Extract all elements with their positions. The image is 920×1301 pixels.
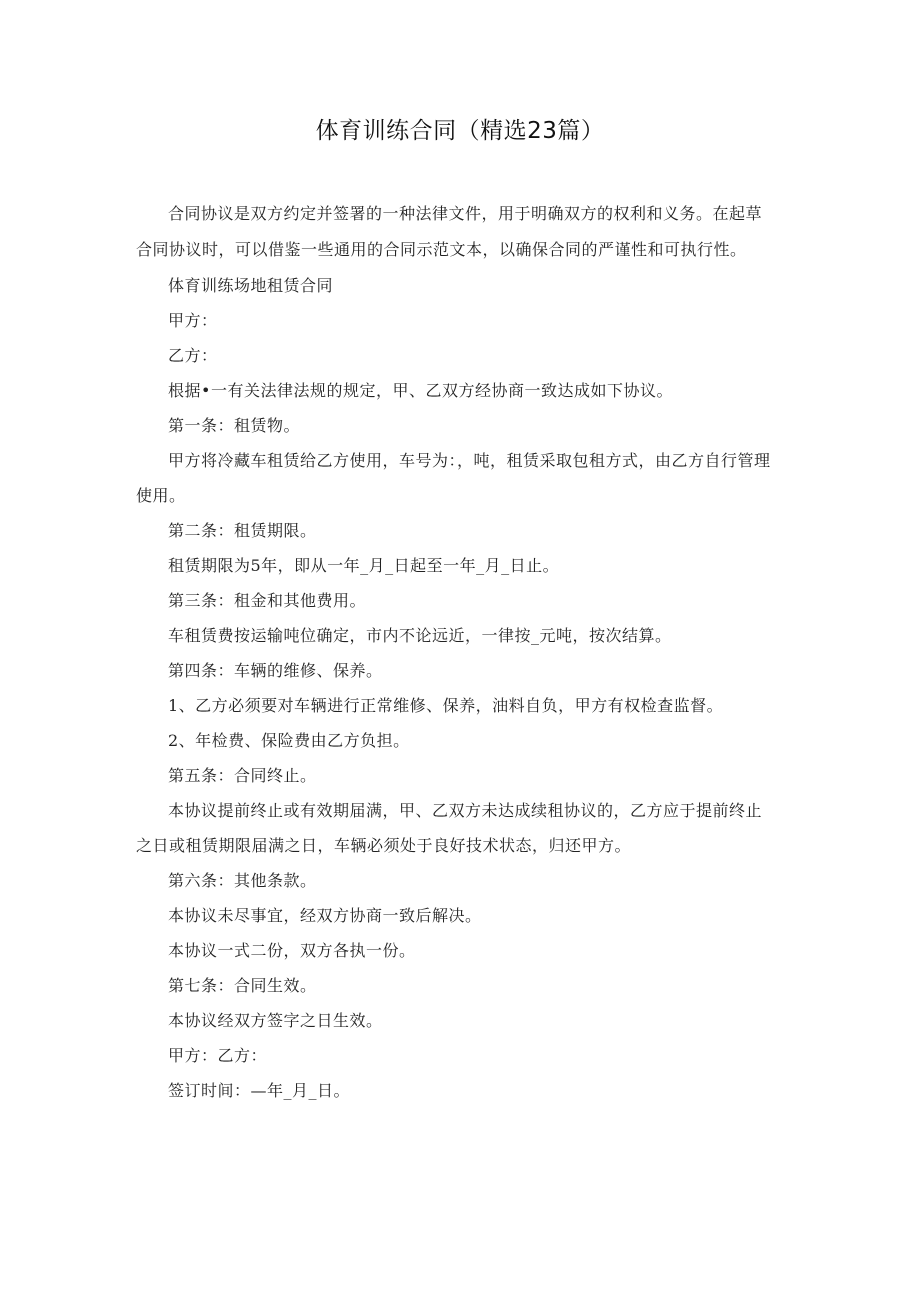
clause-body-5: 本协议提前终止或有效期届满，甲、乙双方未达成续租协议的，乙方应于提前终止之日或租赁期限届满之日，车辆必须处于良好技术状态，归还甲方。 [136,801,763,855]
signature-line: 甲方：乙方： [168,1046,268,1065]
clause-body-1: 甲方将冷藏车租赁给乙方使用，车号为：，吨，租赁采取包租方式，由乙方自行管理使用。 [136,451,771,505]
clause-body-4-item-2: 2、年检费、保险费由乙方负担。 [168,731,410,750]
signing-date: 签订时间：—年_月_日。 [168,1081,351,1100]
clause-heading-7: 第七条：合同生效。 [168,976,317,995]
clause-heading-4: 第四条：车辆的维修、保养。 [168,661,383,680]
clause-body-6-line-1: 本协议未尽事宜，经双方协商一致后解决。 [168,906,482,925]
clause-body-3: 车租赁费按运输吨位确定，市内不论远近，一律按_元吨，按次结算。 [168,626,672,645]
paragraph-party-a: 甲方： [168,311,218,330]
clause-heading-2: 第二条：租赁期限。 [168,521,317,540]
paragraph-basis: 根据•一有关法律法规的规定，甲、乙双方经协商一致达成如下协议。 [168,381,673,400]
clause-body-4-item-1: 1、乙方必须要对车辆进行正常维修、保养，油料自负，甲方有权检查监督。 [168,696,724,715]
clause-body-6-line-2: 本协议一式二份，双方各执一份。 [168,941,416,960]
document-body [136,196,776,1108]
clause-body-7: 本协议经双方签字之日生效。 [168,1011,383,1030]
clause-heading-5: 第五条：合同终止。 [168,766,317,785]
paragraph-party-b: 乙方： [168,346,218,365]
clause-body-2: 租赁期限为5年，即从一年_月_日起至一年_月_日止。 [168,556,560,575]
clause-heading-1: 第一条：租赁物。 [168,416,301,435]
paragraph-contract-name: 体育训练场地租赁合同 [168,276,334,295]
clause-heading-6: 第六条：其他条款。 [168,871,317,890]
paragraph-intro: 合同协议是双方约定并签署的一种法律文件，用于明确双方的权利和义务。在起草合同协议时，可以借鉴一些通用的合同示范文本，以确保合同的严谨性和可执行性。 [136,204,763,259]
clause-heading-3: 第三条：租金和其他费用。 [168,591,367,610]
document-title: 体育训练合同（精选23篇） [315,118,605,144]
